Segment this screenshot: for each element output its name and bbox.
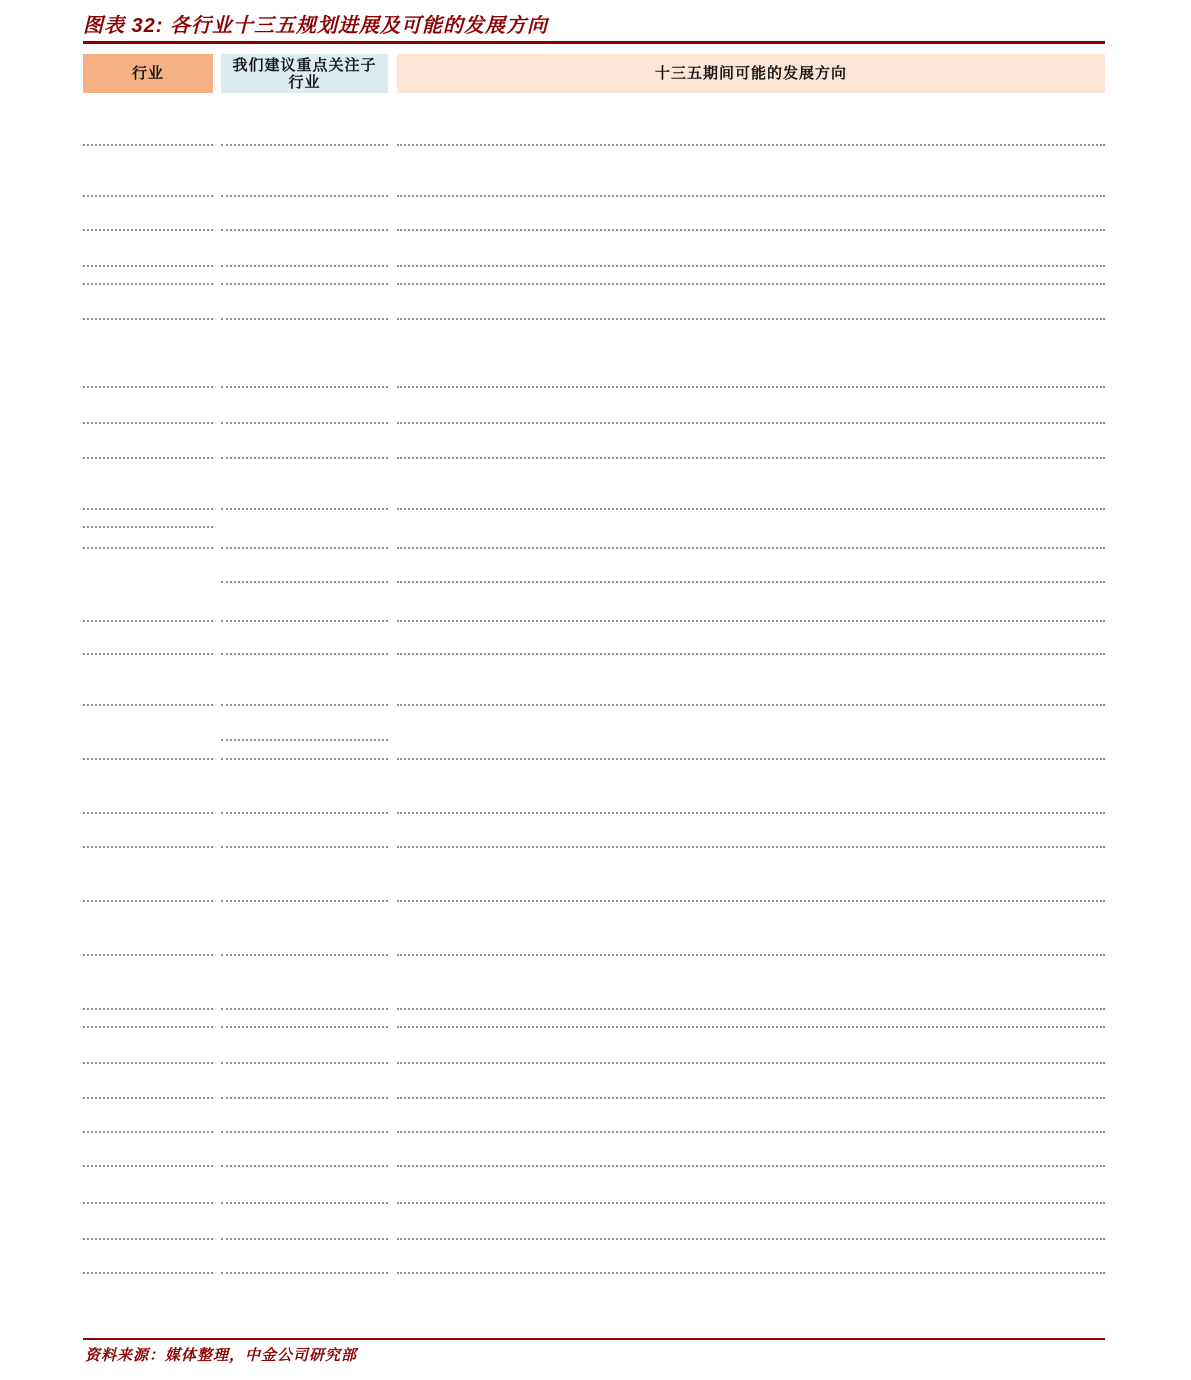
row-divider — [221, 1131, 388, 1133]
footer-rule — [83, 1338, 1105, 1340]
row-divider — [397, 812, 1105, 814]
row-divider — [397, 508, 1105, 510]
row-divider — [397, 1202, 1105, 1204]
row-divider — [83, 812, 213, 814]
row-divider — [397, 1272, 1105, 1274]
row-divider — [397, 422, 1105, 424]
row-divider — [83, 846, 213, 848]
row-divider — [221, 704, 388, 706]
row-divider — [221, 846, 388, 848]
row-divider — [221, 283, 388, 285]
row-divider — [397, 318, 1105, 320]
col-header-subindustry: 我们建议重点关注子行业 — [221, 54, 388, 93]
row-divider — [221, 1165, 388, 1167]
row-divider — [83, 195, 213, 197]
row-divider — [83, 758, 213, 760]
row-divider — [397, 846, 1105, 848]
row-divider — [221, 1238, 388, 1240]
row-divider — [83, 1238, 213, 1240]
row-divider — [83, 704, 213, 706]
row-divider — [397, 144, 1105, 146]
row-divider — [221, 265, 388, 267]
row-divider — [83, 1026, 213, 1028]
row-divider — [397, 265, 1105, 267]
row-divider — [83, 526, 213, 528]
row-divider — [221, 1202, 388, 1204]
row-divider — [397, 581, 1105, 583]
row-divider — [397, 229, 1105, 231]
row-divider — [83, 1008, 213, 1010]
row-divider — [397, 1026, 1105, 1028]
row-divider — [221, 581, 388, 583]
row-divider — [397, 1097, 1105, 1099]
row-divider — [83, 900, 213, 902]
row-divider — [221, 144, 388, 146]
row-divider — [221, 547, 388, 549]
row-divider — [83, 457, 213, 459]
row-divider — [83, 547, 213, 549]
row-divider — [397, 653, 1105, 655]
col-header-industry: 行业 — [83, 54, 213, 93]
row-divider — [83, 1165, 213, 1167]
source-note: 资料来源：媒体整理，中金公司研究部 — [85, 1347, 358, 1364]
row-divider — [83, 620, 213, 622]
figure-title: 图表 32: 各行业十三五规划进展及可能的发展方向 — [83, 15, 549, 37]
row-divider — [397, 457, 1105, 459]
row-divider — [83, 1097, 213, 1099]
row-divider — [83, 318, 213, 320]
row-divider — [221, 954, 388, 956]
row-divider — [397, 1062, 1105, 1064]
row-divider — [221, 1008, 388, 1010]
row-divider — [221, 422, 388, 424]
row-divider — [83, 422, 213, 424]
row-divider — [397, 1131, 1105, 1133]
row-divider — [221, 386, 388, 388]
row-divider — [397, 704, 1105, 706]
row-divider — [397, 547, 1105, 549]
row-divider — [83, 283, 213, 285]
row-divider — [83, 386, 213, 388]
col-header-direction: 十三五期间可能的发展方向 — [397, 54, 1105, 93]
row-divider — [221, 739, 388, 741]
row-divider — [221, 318, 388, 320]
row-divider — [83, 1131, 213, 1133]
row-divider — [397, 1008, 1105, 1010]
row-divider — [83, 265, 213, 267]
row-divider — [221, 653, 388, 655]
row-divider — [83, 144, 213, 146]
row-divider — [221, 1097, 388, 1099]
row-divider — [83, 954, 213, 956]
row-divider — [83, 1272, 213, 1274]
row-divider — [397, 900, 1105, 902]
row-divider — [397, 1165, 1105, 1167]
row-divider — [397, 283, 1105, 285]
row-divider — [221, 229, 388, 231]
row-divider — [397, 954, 1105, 956]
row-divider — [221, 1272, 388, 1274]
row-divider — [221, 1062, 388, 1064]
row-divider — [221, 457, 388, 459]
row-divider — [221, 195, 388, 197]
row-divider — [397, 195, 1105, 197]
row-divider — [83, 653, 213, 655]
row-divider — [83, 508, 213, 510]
row-divider — [83, 1062, 213, 1064]
row-divider — [397, 758, 1105, 760]
row-divider — [83, 1202, 213, 1204]
row-divider — [221, 900, 388, 902]
row-divider — [221, 620, 388, 622]
row-divider — [221, 758, 388, 760]
row-divider — [221, 1026, 388, 1028]
row-divider — [221, 508, 388, 510]
row-divider — [83, 229, 213, 231]
row-divider — [397, 386, 1105, 388]
row-divider — [221, 812, 388, 814]
row-divider — [397, 1238, 1105, 1240]
row-divider — [397, 620, 1105, 622]
